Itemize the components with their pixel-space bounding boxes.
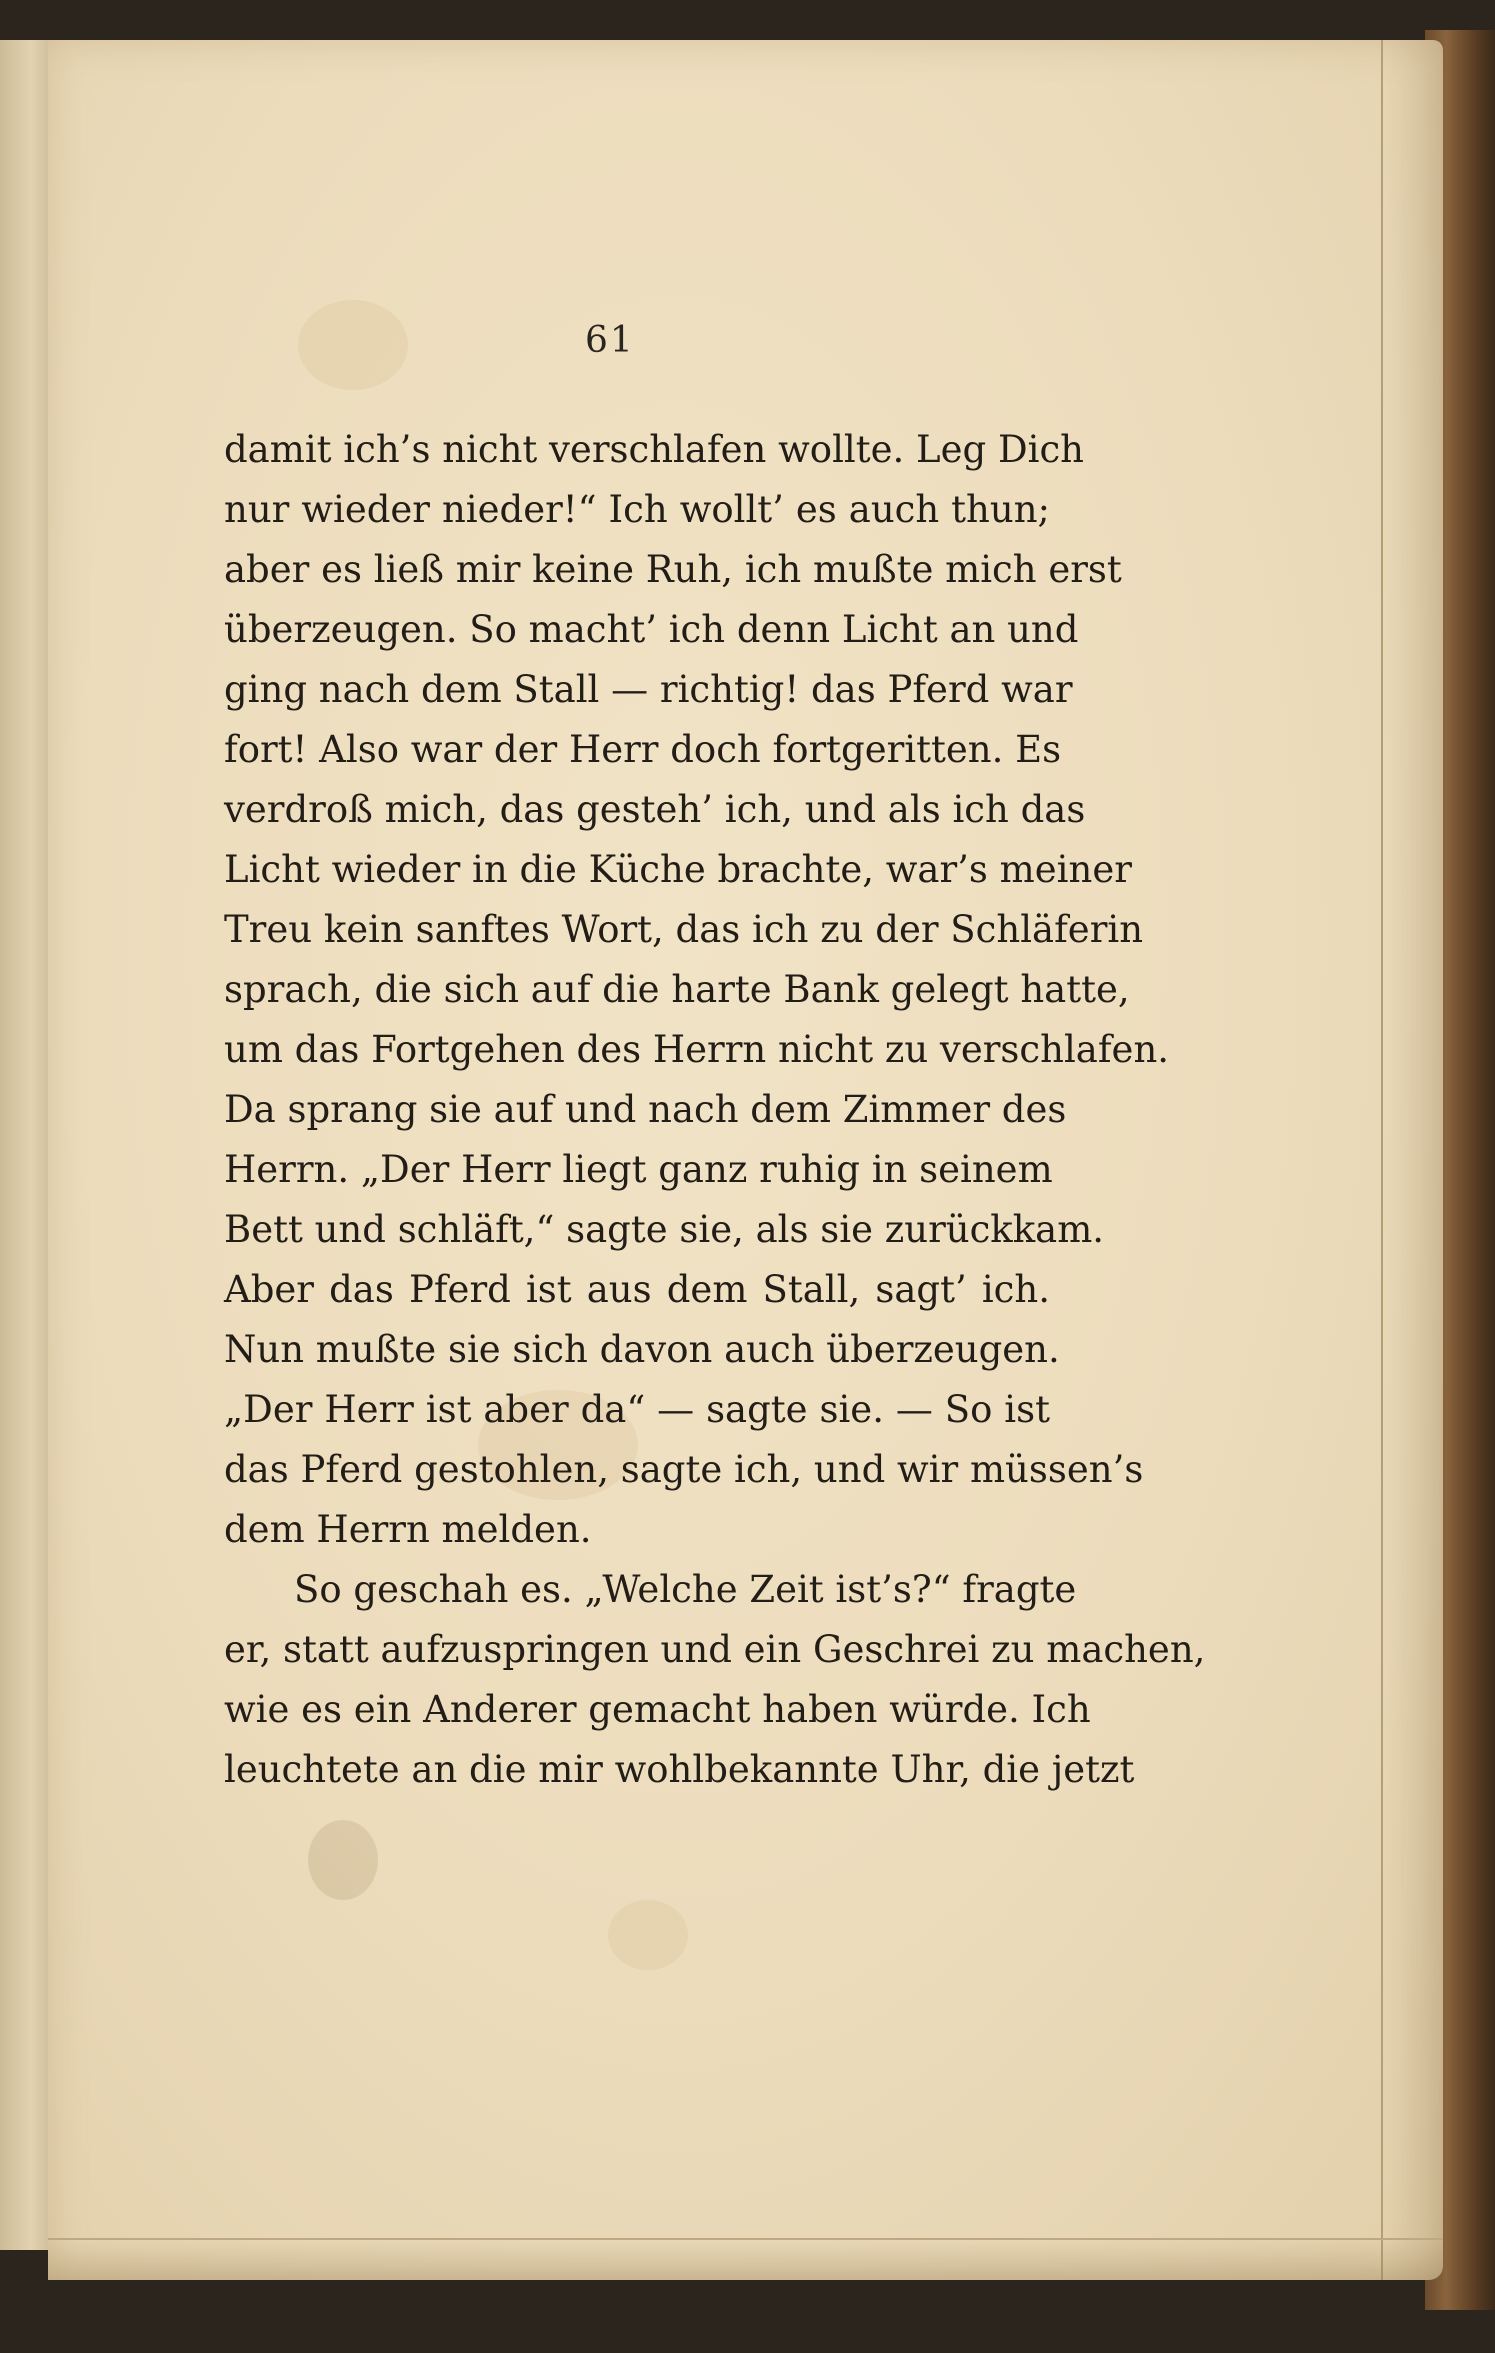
left-page-edge [0,40,54,2250]
body-text [224,420,1206,1800]
text-line: Da sprang sie auf und nach dem Zimmer des [224,1088,1067,1131]
text-line: das Pferd gestohlen, sagte ich, und wir müssen’s [224,1448,1144,1491]
text-line: wie es ein Anderer gemacht haben würde. Ich [224,1688,1091,1731]
text-line: Herrn. „Der Herr liegt ganz ruhig in seinem [224,1148,1053,1191]
text-line: leuchtete an die mir wohlbekannte Uhr, die jetzt [224,1748,1135,1791]
paper-stain [608,1900,688,1970]
text-line: Treu kein sanftes Wort, das ich zu der Schläferin [224,908,1144,951]
text-line: nur wieder nieder!“ Ich wollt’ es auch thun; [224,488,1050,531]
text-line: aber es ließ mir keine Ruh, ich mußte mich erst [224,548,1122,591]
text-line: verdroß mich, das gesteh’ ich, und als ich das [224,788,1086,831]
text-line: Aber das Pferd ist aus dem Stall, sagt’ ich. [224,1268,1050,1311]
text-line: sprach, die sich auf die harte Bank gelegt hatte, [224,968,1130,1011]
paragraph-start-line: So geschah es. „Welche Zeit ist’s?“ fragte [294,1568,1077,1611]
page-bottom-edge [48,2238,1443,2280]
paper-stain [308,1820,378,1900]
page-fold-shadow [1381,40,1443,2280]
text-line: überzeugen. So macht’ ich denn Licht an und [224,608,1079,651]
text-line: er, statt aufzuspringen und ein Geschrei zu machen, [224,1628,1206,1671]
text-line: dem Herrn melden. [224,1508,592,1551]
page-number: 61 [585,320,635,361]
text-line: ging nach dem Stall — richtig! das Pferd war [224,668,1073,711]
text-line: Bett und schläft,“ sagte sie, als sie zurückkam. [224,1208,1105,1251]
paper-stain [298,300,408,390]
text-line: fort! Also war der Herr doch fortgeritten. Es [224,728,1062,771]
text-line: damit ich’s nicht verschlafen wollte. Leg Dich [224,428,1084,471]
text-line: „Der Herr ist aber da“ — sagte sie. — So ist [224,1388,1050,1431]
text-line: um das Fortgehen des Herrn nicht zu verschlafen. [224,1028,1170,1071]
text-line: Nun mußte sie sich davon auch überzeugen. [224,1328,1060,1371]
text-line: Licht wieder in die Küche brachte, war’s meiner [224,848,1132,891]
